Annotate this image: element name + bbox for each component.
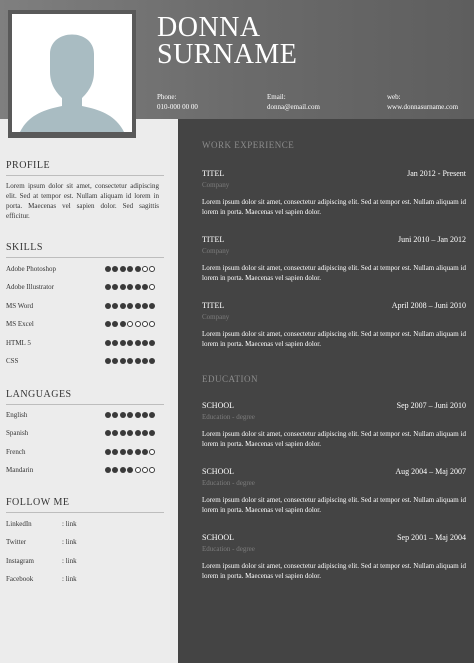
- filled-dot-icon: [112, 266, 118, 272]
- empty-dot-icon: [142, 266, 148, 272]
- filled-dot-icon: [149, 412, 155, 418]
- work-entry-description: Lorem ipsum dolor sit amet, consectetur adipiscing elit. Sed at tempor est. Nullam aliquam id lorem in porta. Maecenas vel sapien dolor.: [202, 264, 466, 282]
- contact-email: [267, 92, 320, 112]
- filled-dot-icon: [135, 449, 141, 455]
- education-entry-title: SCHOOL: [202, 401, 235, 410]
- profile-heading: PROFILE: [6, 160, 51, 171]
- filled-dot-icon: [127, 412, 133, 418]
- rating-dots: [105, 412, 157, 419]
- rating-dots: [105, 430, 157, 437]
- languages-label: English: [6, 411, 28, 419]
- full-name: [157, 14, 297, 68]
- work-entry-title: TITEL: [202, 301, 225, 310]
- filled-dot-icon: [112, 449, 118, 455]
- rating-dots: [105, 284, 157, 291]
- social-label: Facebook: [6, 575, 34, 584]
- empty-dot-icon: [135, 467, 141, 473]
- filled-dot-icon: [120, 321, 126, 327]
- work-entry-description: Lorem ipsum dolor sit amet, consectetur adipiscing elit. Sed at tempor est. Nullam aliquam id lorem in porta. Maecenas vel sapien dolor.: [202, 198, 466, 216]
- skills-heading: SKILLS: [6, 242, 43, 253]
- work-entry-title: TITEL: [202, 169, 225, 178]
- skills-label: HTML 5: [6, 338, 31, 347]
- filled-dot-icon: [105, 321, 111, 327]
- contact-web: [387, 92, 458, 112]
- work-heading: WORK EXPERIENCE: [202, 140, 295, 150]
- social-label: Twitter: [6, 538, 27, 547]
- filled-dot-icon: [120, 358, 126, 364]
- avatar: [12, 14, 132, 132]
- skills-label: Adobe Illustrator: [6, 283, 55, 292]
- languages-heading: LANGUAGES: [6, 389, 72, 400]
- filled-dot-icon: [120, 266, 126, 272]
- skills-label: MS Word: [6, 301, 34, 310]
- filled-dot-icon: [105, 412, 111, 418]
- filled-dot-icon: [127, 340, 133, 346]
- profile-divider: [6, 175, 164, 176]
- rating-dots: [105, 321, 157, 328]
- education-entry-subtitle: Education - degree: [202, 479, 255, 487]
- education-entry-subtitle: Education - degree: [202, 545, 255, 553]
- rating-dots: [105, 266, 157, 273]
- education-entry-title: SCHOOL: [202, 467, 235, 476]
- filled-dot-icon: [142, 449, 148, 455]
- filled-dot-icon: [120, 412, 126, 418]
- filled-dot-icon: [112, 358, 118, 364]
- education-entry-date: Sep 2007 – Juni 2010: [396, 401, 466, 410]
- filled-dot-icon: [120, 449, 126, 455]
- empty-dot-icon: [142, 467, 148, 473]
- rating-dots: [105, 467, 157, 474]
- filled-dot-icon: [112, 412, 118, 418]
- filled-dot-icon: [135, 303, 141, 309]
- languages-divider: [6, 404, 164, 405]
- work-entry-subtitle: Company: [202, 313, 230, 321]
- filled-dot-icon: [127, 430, 133, 436]
- empty-dot-icon: [149, 449, 155, 455]
- education-entry-description: Lorem ipsum dolor sit amet, consectetur adipiscing elit. Sed at tempor est. Nullam aliquam id lorem in porta. Maecenas vel sapien dolor.: [202, 562, 466, 580]
- contact-phone: [157, 92, 198, 112]
- filled-dot-icon: [142, 303, 148, 309]
- work-entry-date: Juni 2010 – Jan 2012: [398, 235, 466, 244]
- last-name: SURNAME: [157, 39, 298, 70]
- filled-dot-icon: [105, 266, 111, 272]
- profile-text: Lorem ipsum dolor sit amet, consectetur adipiscing elit. Sed at tempor est. Nullam aliquam id lorem in porta. Maecenas vel sapien dolor. Sed sagittis efficitur.: [6, 182, 159, 220]
- filled-dot-icon: [142, 412, 148, 418]
- filled-dot-icon: [135, 266, 141, 272]
- empty-dot-icon: [149, 284, 155, 290]
- empty-dot-icon: [149, 266, 155, 272]
- filled-dot-icon: [142, 284, 148, 290]
- filled-dot-icon: [135, 430, 141, 436]
- work-entry-date: Jan 2012 - Present: [407, 169, 466, 178]
- filled-dot-icon: [120, 284, 126, 290]
- empty-dot-icon: [135, 321, 141, 327]
- filled-dot-icon: [142, 430, 148, 436]
- social-link[interactable]: : link: [62, 556, 77, 565]
- social-link[interactable]: : link: [62, 520, 77, 528]
- skills-divider: [6, 257, 164, 258]
- work-entry-subtitle: Company: [202, 181, 230, 189]
- filled-dot-icon: [105, 358, 111, 364]
- filled-dot-icon: [127, 284, 133, 290]
- filled-dot-icon: [120, 430, 126, 436]
- filled-dot-icon: [127, 467, 133, 473]
- education-entry-date: Aug 2004 – Maj 2007: [395, 467, 466, 476]
- education-entry-description: Lorem ipsum dolor sit amet, consectetur adipiscing elit. Sed at tempor est. Nullam aliquam id lorem in porta. Maecenas vel sapien dolor.: [202, 430, 466, 448]
- person-silhouette-icon: [12, 14, 132, 132]
- rating-dots: [105, 358, 157, 365]
- empty-dot-icon: [149, 321, 155, 327]
- filled-dot-icon: [112, 284, 118, 290]
- work-entry-description: Lorem ipsum dolor sit amet, consectetur adipiscing elit. Sed at tempor est. Nullam aliquam id lorem in porta. Maecenas vel sapien dolor.: [202, 330, 466, 348]
- email-label: Email:: [267, 93, 286, 101]
- work-entry-title: TITEL: [202, 235, 225, 244]
- work-entry-date: April 2008 – Juni 2010: [391, 301, 466, 310]
- filled-dot-icon: [112, 340, 118, 346]
- filled-dot-icon: [112, 430, 118, 436]
- education-heading: EDUCATION: [202, 374, 258, 384]
- web-label: web:: [387, 93, 401, 101]
- filled-dot-icon: [120, 303, 126, 309]
- filled-dot-icon: [105, 467, 111, 473]
- filled-dot-icon: [105, 284, 111, 290]
- education-entry-description: Lorem ipsum dolor sit amet, consectetur adipiscing elit. Sed at tempor est. Nullam aliquam id lorem in porta. Maecenas vel sapien dolor.: [202, 496, 466, 514]
- filled-dot-icon: [127, 303, 133, 309]
- skills-label: Adobe Photoshop: [6, 265, 56, 273]
- filled-dot-icon: [120, 467, 126, 473]
- empty-dot-icon: [149, 467, 155, 473]
- languages-label: Spanish: [6, 429, 29, 438]
- email-value[interactable]: donna@email.com: [267, 103, 320, 111]
- phone-value: 010-000 00 00: [157, 103, 198, 111]
- filled-dot-icon: [105, 430, 111, 436]
- empty-dot-icon: [142, 321, 148, 327]
- filled-dot-icon: [105, 449, 111, 455]
- filled-dot-icon: [112, 303, 118, 309]
- rating-dots: [105, 449, 157, 456]
- filled-dot-icon: [142, 358, 148, 364]
- empty-dot-icon: [127, 321, 133, 327]
- social-link[interactable]: : link: [62, 538, 77, 547]
- filled-dot-icon: [149, 340, 155, 346]
- filled-dot-icon: [135, 284, 141, 290]
- skills-label: CSS: [6, 357, 19, 365]
- filled-dot-icon: [149, 303, 155, 309]
- phone-label: Phone:: [157, 93, 177, 101]
- web-value[interactable]: www.donnasurname.com: [387, 103, 459, 111]
- filled-dot-icon: [112, 467, 118, 473]
- filled-dot-icon: [135, 358, 141, 364]
- follow-heading: FOLLOW ME: [6, 497, 70, 508]
- filled-dot-icon: [105, 340, 111, 346]
- social-link[interactable]: : link: [62, 575, 77, 584]
- filled-dot-icon: [127, 358, 133, 364]
- filled-dot-icon: [135, 412, 141, 418]
- work-entry-subtitle: Company: [202, 247, 230, 255]
- filled-dot-icon: [149, 358, 155, 364]
- skills-label: MS Excel: [6, 320, 34, 329]
- languages-label: Mandarin: [6, 466, 34, 475]
- filled-dot-icon: [149, 430, 155, 436]
- rating-dots: [105, 303, 157, 310]
- filled-dot-icon: [127, 266, 133, 272]
- filled-dot-icon: [105, 303, 111, 309]
- education-entry-title: SCHOOL: [202, 533, 235, 542]
- filled-dot-icon: [142, 340, 148, 346]
- follow-divider: [6, 512, 164, 513]
- education-entry-date: Sep 2001 – Maj 2004: [397, 533, 466, 542]
- filled-dot-icon: [135, 340, 141, 346]
- social-label: Instagram: [6, 556, 34, 565]
- first-name: DONNA: [157, 12, 261, 43]
- filled-dot-icon: [120, 340, 126, 346]
- social-label: LinkedIn: [6, 520, 32, 528]
- filled-dot-icon: [112, 321, 118, 327]
- filled-dot-icon: [127, 449, 133, 455]
- languages-label: French: [6, 447, 26, 456]
- rating-dots: [105, 340, 157, 347]
- education-entry-subtitle: Education - degree: [202, 413, 255, 421]
